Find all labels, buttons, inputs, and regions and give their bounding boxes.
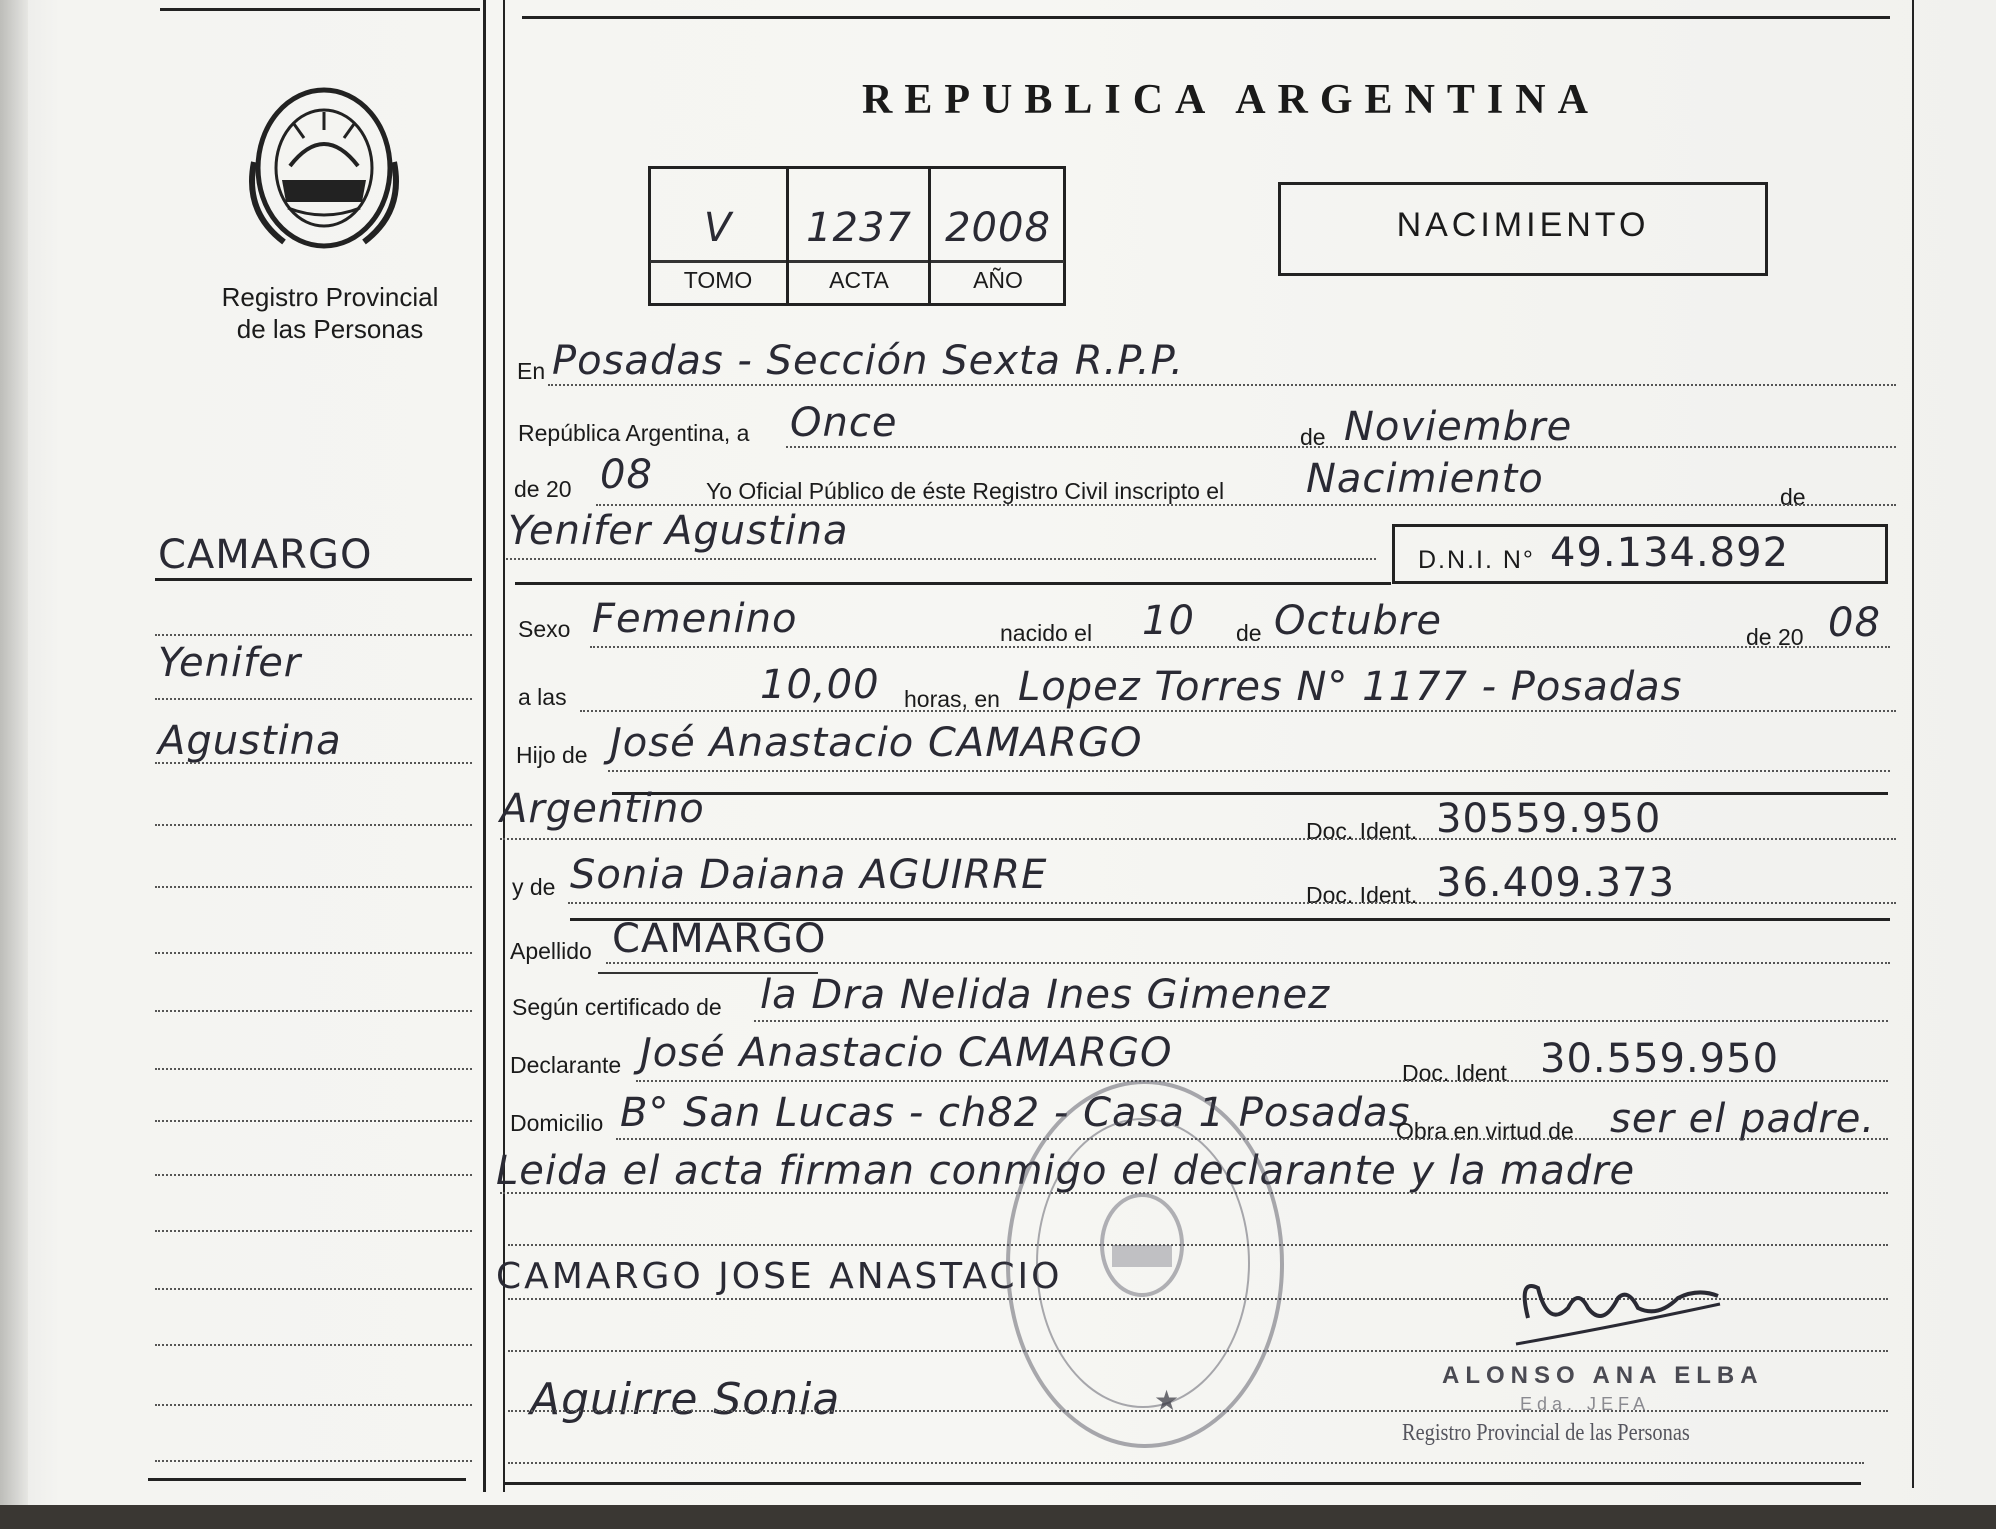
margin-line — [155, 634, 472, 636]
father-nationality: Argentino — [500, 786, 705, 832]
margin-line — [155, 1174, 472, 1176]
father-name: José Anastacio CAMARGO — [610, 720, 1143, 766]
nacido-label: nacido el — [1000, 620, 1093, 646]
obra-label: Obra en virtud de — [1396, 1118, 1574, 1144]
margin-surname: CAMARGO — [158, 532, 373, 578]
anio-label: AÑO — [973, 267, 1023, 293]
registry-place: Posadas - Sección Sexta R.P.P. — [552, 338, 1184, 384]
line-hour — [580, 710, 1896, 712]
line-declarant — [636, 1080, 1888, 1082]
official-office: Registro Provincial de las Personas — [1402, 1420, 1690, 1446]
month-written: Noviembre — [1344, 404, 1573, 450]
acta-value: 1237 — [806, 205, 912, 251]
de20-label: de 20 — [514, 476, 572, 502]
apellido-value: CAMARGO — [612, 916, 827, 962]
margin-line — [155, 886, 472, 888]
sexo-label: Sexo — [518, 616, 571, 642]
margin-line — [155, 762, 472, 764]
registry-name-line2: de las Personas — [236, 314, 424, 344]
horas-label: horas, en — [904, 686, 1000, 712]
seal-emblem — [1096, 1190, 1188, 1300]
father-signature: CAMARGO JOSE ANASTACIO — [496, 1256, 1063, 1297]
republica-label: República Argentina, a — [518, 420, 750, 446]
margin-line — [155, 952, 472, 954]
page-edge-shadow — [0, 1505, 1996, 1529]
main-top-rule — [522, 16, 1890, 19]
margin-given-name-1: Yenifer — [158, 640, 302, 686]
acta-label: ACTA — [829, 267, 889, 293]
main-bottom-rule — [505, 1482, 1861, 1485]
mother-doc: 36.409.373 — [1436, 860, 1676, 906]
margin-line — [155, 1068, 472, 1070]
line-date — [786, 446, 1896, 448]
margin-surname-rule — [155, 578, 472, 581]
apellido-label: Apellido — [510, 938, 592, 964]
margin-line — [155, 1460, 472, 1462]
line-child-name — [506, 558, 1376, 560]
official-name: ALONSO ANA ELBA — [1442, 1362, 1764, 1389]
margin-line — [155, 1288, 472, 1290]
registry-name-line1: Registro Provincial — [221, 282, 439, 312]
declarante-label: Declarante — [510, 1052, 622, 1078]
line-apellido — [606, 962, 1890, 964]
line-act — [596, 504, 1896, 506]
official-role: Eda. JEFA — [1520, 1394, 1651, 1414]
page-binding — [0, 0, 28, 1510]
oficial-label: Yo Oficial Público de éste Registro Civil inscripto el — [706, 478, 1225, 504]
record-type: NACIMIENTO — [1396, 206, 1650, 244]
line-place — [548, 384, 1896, 386]
seal-star-icon: ★ — [1154, 1385, 1180, 1416]
birth-month: Octubre — [1274, 598, 1442, 644]
sex-value: Femenino — [592, 596, 798, 642]
father-rule — [612, 792, 1888, 795]
de-label: de — [1300, 424, 1326, 450]
de-label-2: de — [1780, 484, 1806, 510]
doc-label-declarant: Doc. Ident — [1402, 1060, 1507, 1086]
year-written: 08 — [600, 452, 653, 498]
margin-line — [155, 698, 472, 700]
address: B° San Lucas - ch82 - Casa 1 Posadas — [620, 1090, 1411, 1136]
margin-line — [155, 1010, 472, 1012]
dni-number: 49.134.892 — [1550, 530, 1790, 576]
obra-value: ser el padre. — [1610, 1096, 1876, 1142]
line-father — [608, 770, 1890, 772]
margin-line — [155, 824, 472, 826]
certificate-issuer: la Dra Nelida Ines Gimenez — [760, 972, 1331, 1018]
birth-day: 10 — [1142, 598, 1195, 644]
margin-top-rule — [160, 8, 480, 11]
domicilio-label: Domicilio — [510, 1110, 604, 1136]
margin-divider — [483, 0, 486, 1492]
day-written: Once — [790, 400, 898, 446]
margin-line — [155, 1230, 472, 1232]
act-type-written: Nacimiento — [1306, 456, 1544, 502]
country-title: REPUBLICA ARGENTINA — [862, 77, 1600, 123]
birth-hour: 10,00 — [760, 662, 880, 708]
doc-label-father: Doc. Ident. — [1306, 818, 1418, 844]
margin-given-name-2: Agustina — [158, 718, 342, 764]
mother-name: Sonia Daiana AGUIRRE — [570, 852, 1048, 898]
tomo-value: V — [703, 205, 733, 251]
line-sex — [590, 646, 1890, 648]
official-signature-scribble — [1508, 1268, 1726, 1352]
margin-bottom-rule — [148, 1478, 466, 1481]
reading-statement: Leida el acta firman conmigo el declarante y la madre — [496, 1148, 1636, 1194]
en-label: En — [517, 358, 546, 384]
doc-label-mother: Doc. Ident. — [1306, 882, 1418, 908]
tomo-label: TOMO — [683, 267, 753, 293]
line-address — [616, 1138, 1888, 1140]
dni-label: D.N.I. N° — [1418, 546, 1535, 574]
anio-value: 2008 — [945, 205, 1051, 251]
record-box-col — [786, 168, 789, 304]
de-label-3: de — [1236, 620, 1262, 646]
margin-line — [155, 1120, 472, 1122]
mother-signature: Aguirre Sonia — [530, 1374, 841, 1425]
alas-label: a las — [518, 684, 567, 710]
yde-label: y de — [512, 874, 556, 900]
record-box-divider — [650, 260, 1064, 263]
hijo-label: Hijo de — [516, 742, 588, 768]
main-right-border — [1912, 0, 1914, 1488]
line-father-doc — [500, 838, 1896, 840]
birth-year: 08 — [1828, 600, 1881, 646]
margin-line — [155, 1344, 472, 1346]
birth-place: Lopez Torres N° 1177 - Posadas — [1018, 664, 1683, 710]
child-name-rule — [515, 582, 1391, 585]
declarant-name: José Anastacio CAMARGO — [640, 1030, 1173, 1076]
child-name: Yenifer Agustina — [508, 508, 849, 554]
father-doc: 30559.950 — [1436, 796, 1662, 842]
line-certificate — [754, 1020, 1888, 1022]
segun-label: Según certificado de — [512, 994, 722, 1020]
declarant-doc: 30.559.950 — [1540, 1036, 1780, 1082]
misiones-coat-of-arms-emblem — [244, 82, 404, 254]
margin-line — [155, 1404, 472, 1406]
line-signature-4 — [508, 1462, 1864, 1464]
de20-label-2: de 20 — [1746, 624, 1804, 650]
line-mother — [568, 902, 1896, 904]
